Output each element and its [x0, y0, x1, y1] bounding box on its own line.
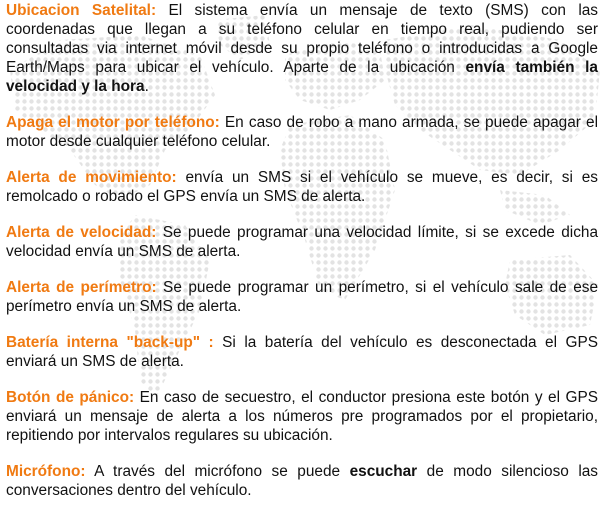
feature-bateria-backup: [6, 333, 598, 371]
feature-apaga-motor: [6, 113, 598, 151]
feature-text: envía un SMS si el vehículo se mueve, es decir, si es remolcado o robado el GPS envía un SMS de alerta.: [6, 169, 598, 205]
feature-text: A través del micrófono se puede: [85, 463, 350, 480]
feature-heading: Alerta de perímetro:: [6, 279, 157, 296]
feature-heading: Micrófono:: [6, 463, 86, 480]
feature-alerta-perimetro: [6, 278, 598, 316]
feature-emphasis: escuchar: [349, 463, 418, 480]
feature-ubicacion-satelital: [6, 1, 598, 96]
feature-heading: Alerta de movimiento:: [6, 169, 177, 186]
feature-text: En caso de secuestro, el conductor presiona este botón y el GPS enviará un mensaje de alerta a los números pre programados por el propietario, repitiendo por intervalos regulares su ubicación.: [6, 389, 599, 444]
feature-heading: Ubicacion Satelital:: [6, 2, 157, 19]
feature-heading: Botón de pánico:: [6, 389, 135, 406]
feature-heading: Batería interna "back-up" :: [6, 334, 214, 351]
feature-text: El sistema envía un mensaje de texto (SMS) con las coordenadas que llegan a su teléfono celular en tiempo real, pudiendo ser consultadas via internet móvil desde su propio teléfono o introducidas a Google Earth/Maps para ubicar el vehículo. Aparte de la ubicación: [6, 2, 598, 76]
feature-alerta-movimiento: [6, 168, 598, 206]
features-list: [6, 0, 598, 517]
feature-text: Se puede programar una velocidad límite, si se excede dicha velocidad envía un SMS de alerta.: [6, 224, 599, 260]
feature-microfono: [6, 462, 598, 500]
feature-emphasis: envía también la velocidad y la hora: [6, 59, 598, 95]
feature-alerta-velocidad: [6, 223, 598, 261]
feature-text: En caso de robo a mano armada, se puede apagar el motor desde cualquier teléfono celular.: [6, 114, 598, 150]
feature-text-tail: de modo silencioso las conversaciones dentro del vehículo.: [6, 463, 598, 499]
feature-heading: Apaga el motor por teléfono:: [6, 114, 220, 131]
feature-text-tail: .: [144, 78, 149, 95]
feature-boton-panico: [6, 388, 598, 445]
feature-heading: Alerta de velocidad:: [6, 224, 157, 241]
feature-text: Se puede programar un perímetro, si el vehículo sale de ese perímetro envía un SMS de alerta.: [6, 279, 599, 315]
feature-text: Si la batería del vehículo es desconectada el GPS enviará un SMS de alerta.: [6, 334, 598, 370]
